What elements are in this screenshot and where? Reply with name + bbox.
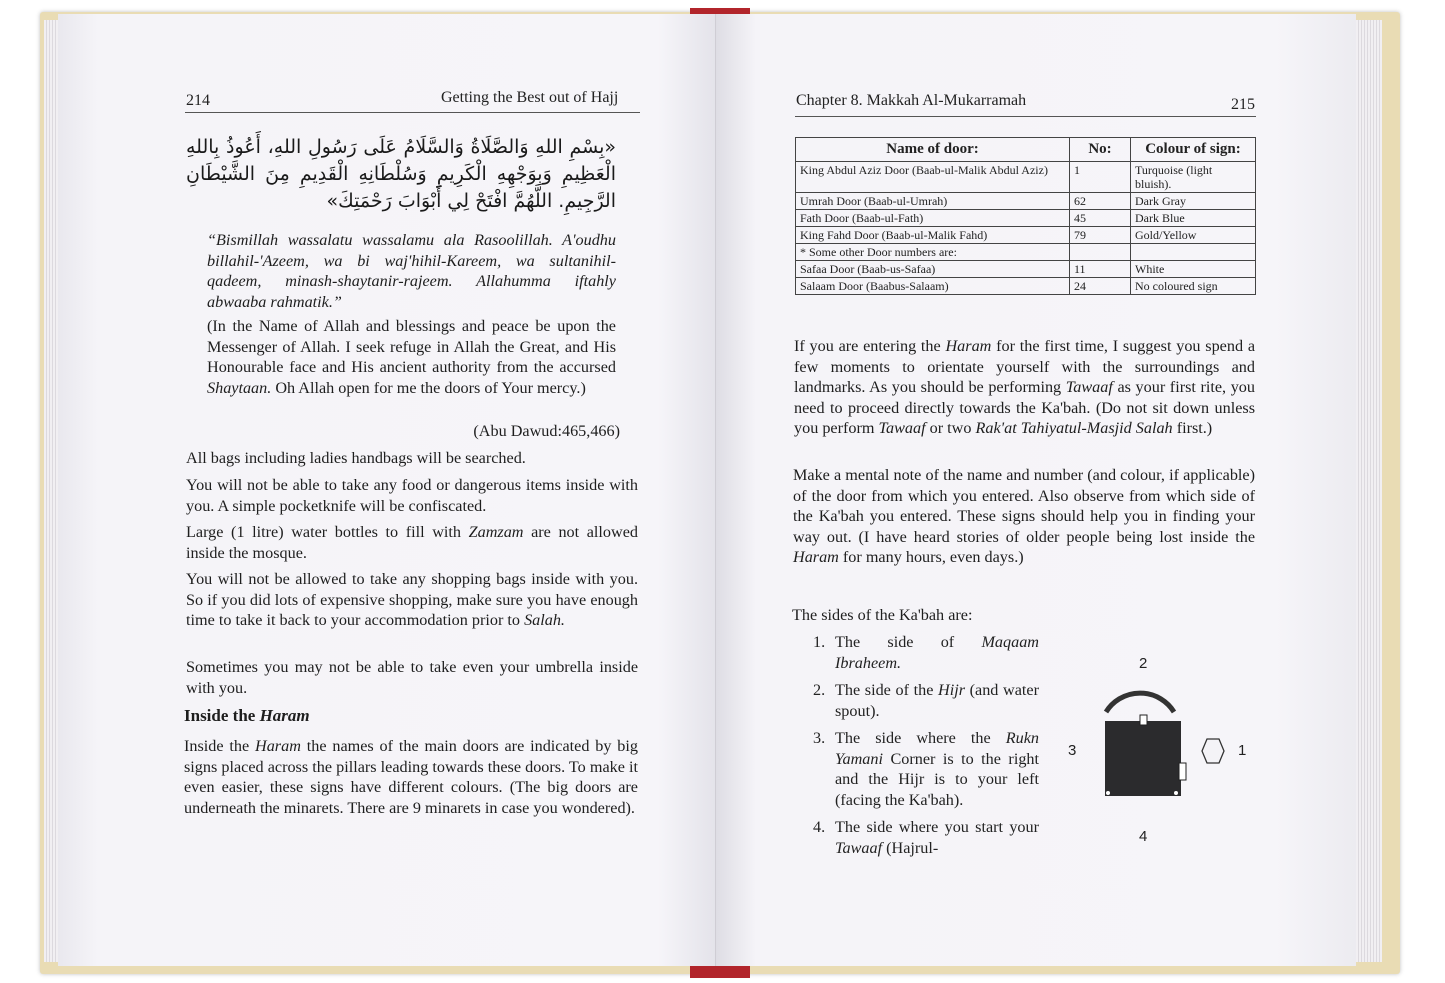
sides-list: [793, 632, 1039, 865]
paragraph-mental-note: Make a mental note of the name and number (and colour, if applicable) of the door from which you entered. Also observe from which side of the Ka'bah you entered. These signs should help you in finding your way out. (I have heard stories of older people being lost inside the Haram for many hours, even days.): [793, 466, 1255, 566]
paragraph-bags: All bags including ladies handbags will be searched.: [186, 449, 526, 467]
water-spout: [1140, 715, 1147, 725]
list-item-italic: Tawaaf: [835, 838, 883, 857]
table-cell: Safaa Door (Baab-us-Safaa): [796, 261, 1070, 278]
kabah-block: [1105, 721, 1181, 796]
corner-marker: [1174, 791, 1178, 795]
list-item-number: 1.: [813, 633, 826, 651]
table-row: [796, 162, 1256, 193]
translation: (In the Name of Allah and blessings and peace be upon the Messenger of Allah. I seek refuge in Allah the Great, and His Honourable face and His ancient authority from the accursed Shaytaan. Oh Allah open for me the doors of Your mercy.): [207, 317, 616, 397]
corner-marker: [1106, 791, 1110, 795]
list-item-italic: Hijr: [938, 681, 966, 699]
arabic-supplication: «بِسْمِ اللهِ وَالصَّلَاةُ وَالسَّلَامُ عَلَى رَسُولِ اللهِ، أَعُوذُ بِاللهِ الْعَظِيمِ وَبِوَجْهِهِ الْكَرِيمِ وَسُلْطَانِهِ الْقَدِيمِ مِنَ الشَّيْطَانِ الرَّجِيمِ. اللَّهُمَّ افْتَحْ لِي أَبْوَابَ رَحْمَتِكَ»: [186, 136, 616, 212]
list-item-text: (Hajrul-: [882, 838, 939, 857]
table-cell: Fath Door (Baab-ul-Fath): [796, 210, 1070, 227]
table-cell: White: [1131, 261, 1256, 278]
list-item-text: Corner is to the right and the Hijr is to your left (facing the Ka'bah).: [835, 749, 1039, 809]
list-item: [793, 632, 1039, 673]
hijr-arc: [1106, 693, 1174, 712]
list-item-text: (and water spout).: [835, 681, 1039, 720]
table-row: [796, 278, 1256, 295]
paragraph-food: You will not be able to take any food or dangerous items inside with you. A simple pocketknife will be confiscated.: [186, 476, 638, 515]
table-cell: 1: [1070, 162, 1131, 193]
list-item-text: The side where the: [835, 729, 1006, 747]
doors-table: [795, 137, 1256, 295]
table-row: [796, 244, 1256, 261]
kabah-diagram: [1100, 670, 1190, 810]
table-cell: Gold/Yellow: [1131, 227, 1256, 244]
table-cell: King Fahd Door (Baab-ul-Malik Fahd): [796, 227, 1070, 244]
paragraph-first-time: If you are entering the Haram for the first time, I suggest you spend a few moments to orientate yourself with the surroundings and landmarks. As you should be performing Tawaaf as your first rite, you need to proceed directly towards the Ka'bah. (Do not sit down unless you perform Tawaaf or two Rak'at Tahiyatul-Masjid Salah first.): [794, 337, 1255, 437]
transliteration: “Bismillah wassalatu wassalamu ala Rasoolillah. A'oudhu billahil-'Azeem, wa bi waj'hihil-Kareem, wa sultanihil-qadeem, minash-shaytanir-rajeem. Allahumma iftahly abwaaba rahmatik.”: [207, 231, 616, 311]
right-running-head: Chapter 8. Makkah Al-Mukarramah: [796, 92, 1027, 109]
table-row: [796, 193, 1256, 210]
table-cell: 79: [1070, 227, 1131, 244]
table-cell: 11: [1070, 261, 1131, 278]
table-cell: 24: [1070, 278, 1131, 295]
diagram-label-3: 3: [1068, 742, 1077, 759]
page-edges-left: [44, 20, 58, 962]
paragraph-shopping: You will not be allowed to take any shopping bags inside with you. So if you did lots of expensive shopping, make sure you have enough time to take it back to your accommodation prior to Salah.: [186, 570, 638, 629]
list-item-text: The side of the: [835, 681, 939, 699]
list-item-text: The side where you start your: [835, 818, 1039, 836]
list-item: [793, 817, 1039, 858]
table-header-cell: No:: [1070, 138, 1131, 162]
table-cell: Dark Blue: [1131, 210, 1256, 227]
table-row: [796, 210, 1256, 227]
page-edges-right: [1356, 20, 1382, 962]
paragraph-inside-haram: Inside the Haram the names of the main doors are indicated by big signs placed across the pillars leading towards these doors. To make it even easier, these signs have different colours. (The big doors are underneath the minarets. There are 9 minarets in case you wondered).: [184, 737, 638, 817]
table-cell: 45: [1070, 210, 1131, 227]
table-cell: * Some other Door numbers are:: [796, 244, 1070, 261]
table-cell: Salaam Door (Baabus-Salaam): [796, 278, 1070, 295]
table-header-cell: Name of door:: [796, 138, 1070, 162]
list-item-number: 3.: [813, 729, 826, 747]
table-cell: 62: [1070, 193, 1131, 210]
table-header-cell: Colour of sign:: [1131, 138, 1256, 162]
list-item-italic: Maqaam Ibraheem.: [835, 633, 1039, 672]
table-row: [796, 227, 1256, 244]
table-cell: No coloured sign: [1131, 278, 1256, 295]
table-cell: [1131, 244, 1256, 261]
right-page-number: 215: [1231, 96, 1255, 113]
left-page-number: 214: [186, 92, 210, 109]
list-item-text: The side of: [835, 633, 982, 651]
list-item-number: 2.: [813, 681, 826, 699]
section-heading: Inside the Haram: [184, 706, 310, 725]
table-row: [796, 261, 1256, 278]
diagram-label-2: 2: [1139, 655, 1148, 672]
diagram-label-4: 4: [1139, 828, 1148, 845]
door-marker: [1179, 763, 1186, 780]
table-cell: [1070, 244, 1131, 261]
table-header-row: [796, 138, 1256, 162]
left-running-head: Getting the Best out of Hajj: [441, 89, 619, 106]
list-item: [793, 728, 1039, 810]
table-cell: Dark Gray: [1131, 193, 1256, 210]
sides-intro: The sides of the Ka'bah are:: [792, 606, 973, 624]
table-cell: Umrah Door (Baab-ul-Umrah): [796, 193, 1070, 210]
diagram-label-1: 1: [1238, 742, 1247, 759]
left-header-rule: [185, 112, 640, 113]
list-item-number: 4.: [813, 818, 826, 836]
maqaam-ibraheem-icon: [1201, 737, 1225, 765]
paragraph-umbrella: Sometimes you may not be able to take even your umbrella inside with you.: [186, 658, 638, 697]
list-item-italic: Rukn Yamani: [835, 729, 1039, 768]
table-cell: Turquoise (light bluish).: [1131, 162, 1256, 193]
paragraph-water: Large (1 litre) water bottles to fill with Zamzam are not allowed inside the mosque.: [186, 523, 638, 562]
list-item: [793, 680, 1039, 721]
table-cell: King Abdul Aziz Door (Baab-ul-Malik Abdul Aziz): [796, 162, 1070, 193]
citation: (Abu Dawud:465,466): [473, 422, 620, 440]
right-header-rule: [795, 116, 1256, 117]
